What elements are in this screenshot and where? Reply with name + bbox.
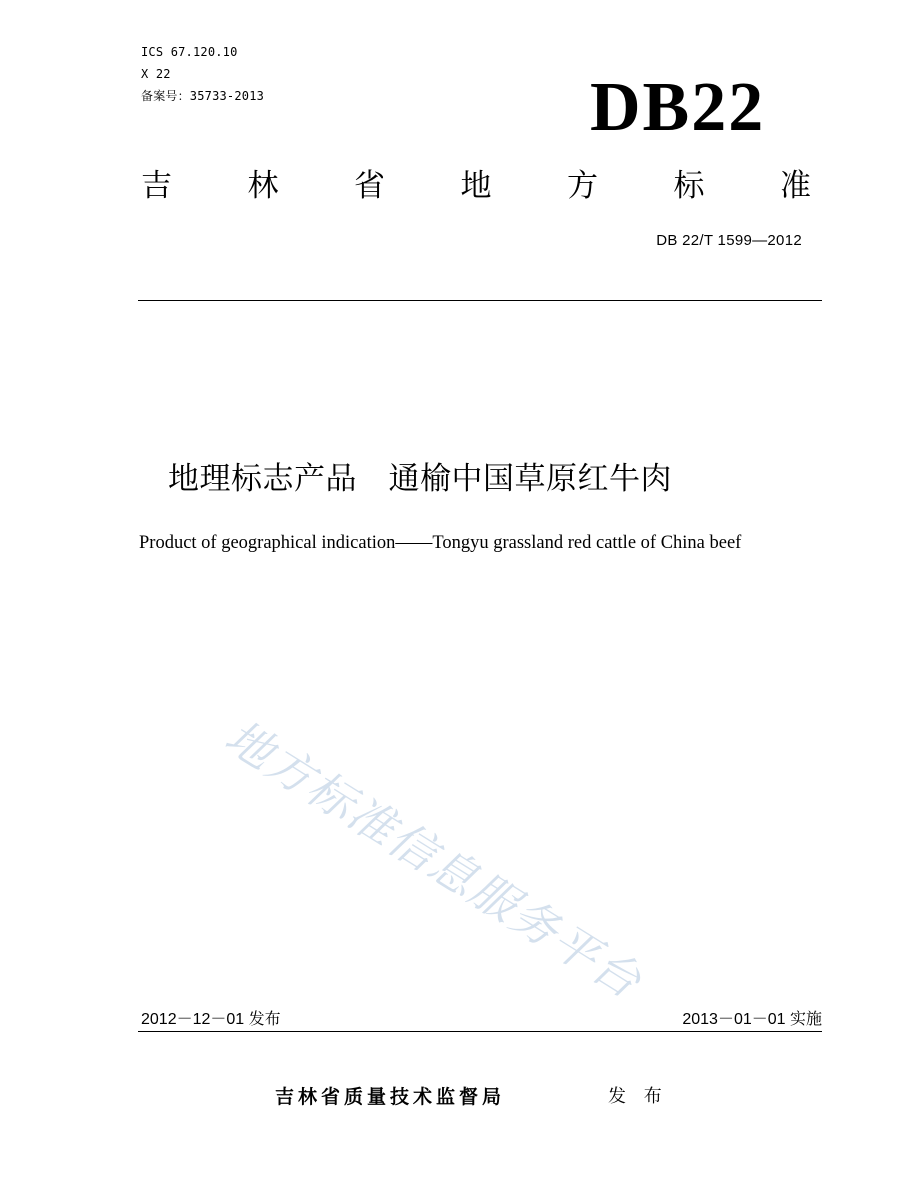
standard-type-char: 吉 [141,168,172,204]
issue-date: 2012－12－01 发布 [141,1011,281,1028]
title-english: Product of geographical indication——Tongyu grassland red cattle of China beef [139,533,742,553]
standard-type-char: 标 [673,168,705,204]
standard-type-char: 地 [460,168,492,204]
watermark: 地方标准信息服务平台 [215,709,652,1010]
bottom-divider [138,1031,822,1032]
filing-number: 备案号：35733-2013 [141,89,265,103]
implementation-date: 2013－01－01 实施 [682,1011,822,1028]
issue-label: 发 布 [608,1086,668,1107]
top-divider [138,300,822,301]
db22-logo: DB22 [590,69,766,146]
standard-type-heading [141,166,811,206]
ics-code: ICS 67.120.10 [141,45,238,59]
date-row [141,1010,822,1032]
title-chinese: 地理标志产品 通榆中国草原红牛肉 [168,461,672,497]
standard-type-char: 方 [567,168,598,204]
standard-type-char: 林 [247,168,279,204]
standard-type-char: 省 [354,168,385,204]
classification-code: X 22 [141,67,171,81]
standard-type-char: 准 [780,168,811,204]
standard-number: DB 22/T 1599—2012 [656,232,802,249]
issuing-authority: 吉林省质量技术监督局 [275,1086,506,1108]
